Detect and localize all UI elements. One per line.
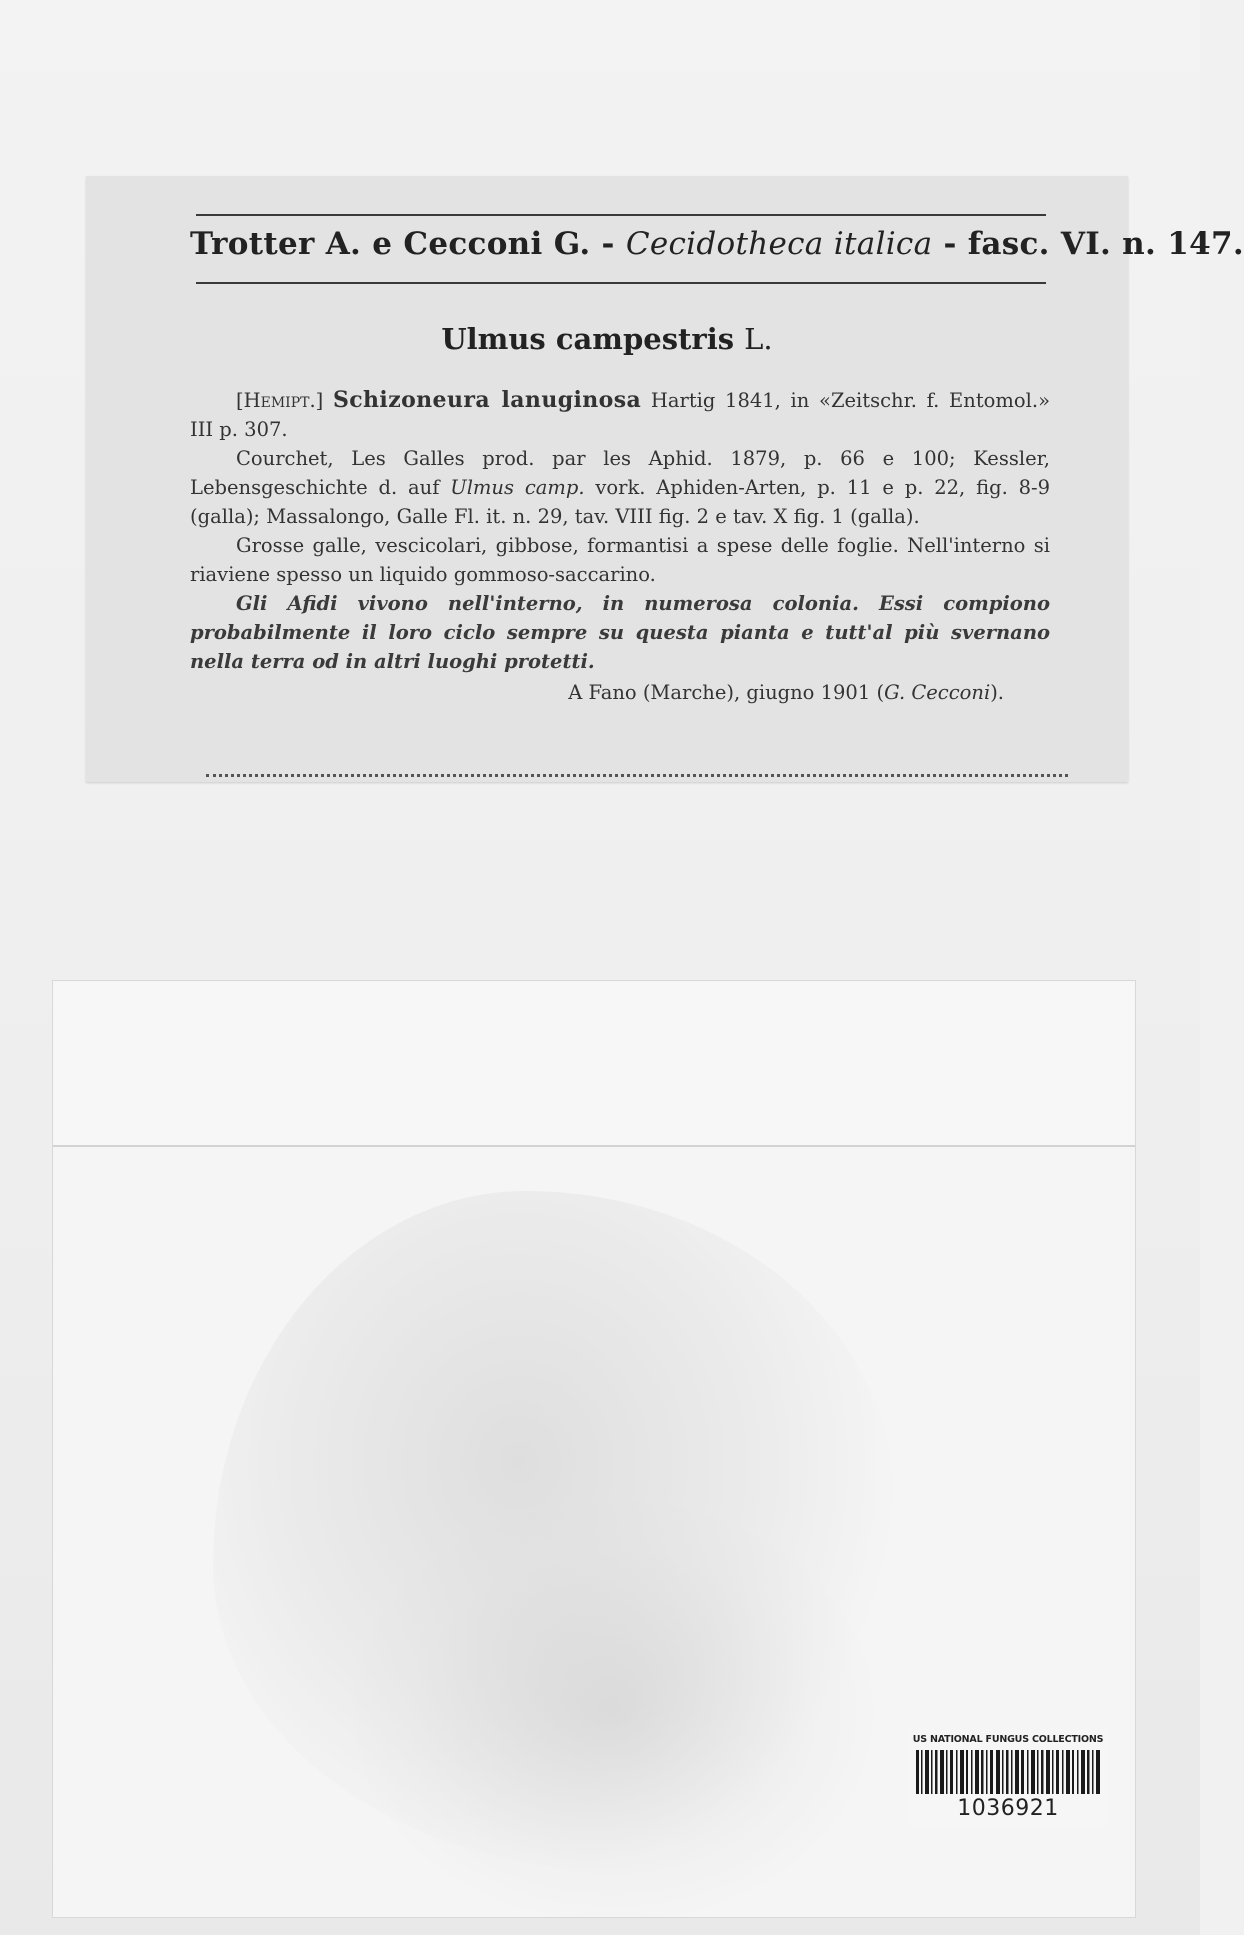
references-part2: vork. Aphiden-Arten, p. 11 e p. 22, fig. 8-9 (galla); Massalongo, Galle Fl. it. n. 29, tav. VIII fig. 2 e tav. X fig. 1 (galla). (190, 476, 1050, 528)
references-part1: Courchet, Les Galles prod. par les Aphid. 1879, p. 66 e 100; Kessler, Lebensgeschichte d. auf (190, 447, 1050, 499)
header-fascicle: - fasc. VI. n. 147. (932, 226, 1244, 262)
barcode-institution: US NATIONAL FUNGUS COLLECTIONS (912, 1734, 1104, 1745)
label-body (190, 386, 1050, 707)
species-author: L. (744, 322, 773, 356)
header-top-rule (196, 214, 1046, 216)
label-header (190, 226, 1244, 262)
specimen-stain-lower (353, 1501, 873, 1921)
gall-maker-name: Schizoneura lanuginosa (332, 387, 642, 413)
label-dotted-edge (206, 774, 1068, 777)
specimen-label (86, 176, 1244, 782)
insect-order: [Hemipt.] (236, 389, 324, 412)
references-host: Ulmus camp. (450, 476, 585, 499)
header-bottom-rule (196, 282, 1046, 284)
collector-name: G. Cecconi (884, 681, 991, 704)
barcode-icon (916, 1750, 1100, 1794)
paragraph-references (190, 444, 1050, 531)
barcode-label (908, 1730, 1108, 1826)
species-name: Ulmus campestris (441, 322, 735, 356)
host-species (86, 322, 1128, 356)
locality-line (190, 678, 1050, 707)
paragraph-description: Grosse galle, vescicolari, gibbose, formantisi a spese delle foglie. Nell'interno si riaviene spesso un liquido gommoso-saccarino. (190, 534, 1050, 586)
locality-text: A Fano (Marche), giugno 1901 ( (568, 681, 885, 704)
envelope-flap (53, 981, 1135, 1147)
gall-maker-citation: Hartig 1841, in «Zeitschr. f. Entomol.» III p. 307. (190, 389, 1051, 441)
header-series: Cecidotheca italica (625, 226, 933, 262)
locality-close: ). (990, 681, 1004, 704)
paragraph-gall-maker (190, 386, 1050, 444)
barcode-number: 1036921 (957, 1796, 1059, 1821)
paragraph-biology: Gli Afidi vivono nell'interno, in numerosa colonia. Essi compiono probabilmente il loro ciclo sempre su questa pianta e tutt'al più svernano nella terra od in altri luoghi protetti. (190, 592, 1050, 673)
header-authors: Trotter A. e Cecconi G. - (190, 226, 626, 262)
